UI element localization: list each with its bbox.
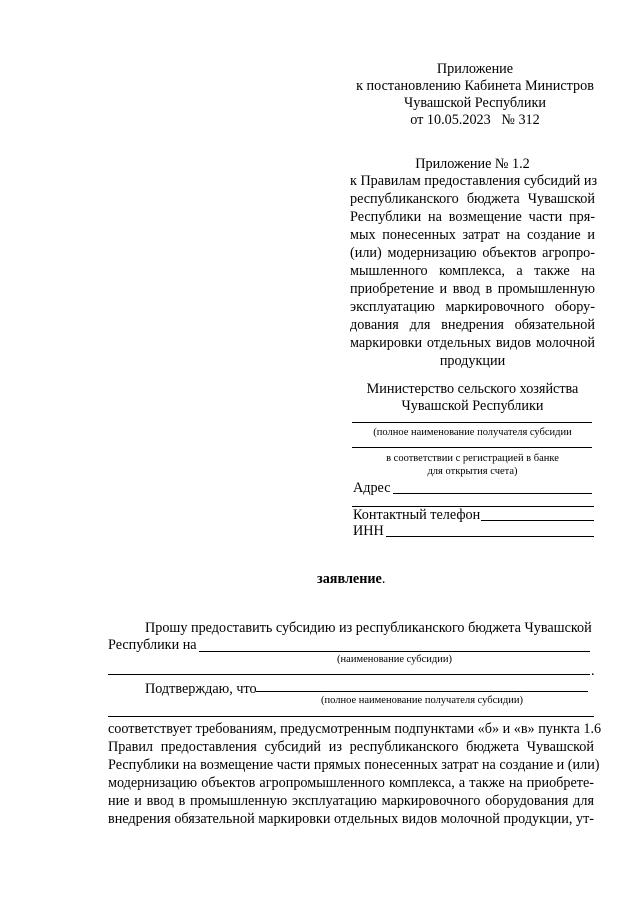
- confirm-recipient-field[interactable]: [256, 691, 588, 692]
- annex-line: эксплуатацию маркировочного обору-: [350, 299, 595, 315]
- paragraph-line: Правил предоставления субсидий из республиканского бюджета Чувашской: [108, 739, 594, 755]
- appendix-header-line3: Чувашской Республики: [404, 95, 546, 111]
- statement-title-word: заявление: [317, 571, 382, 587]
- statement-title-dot: .: [381, 571, 386, 587]
- confirm-recipient-field-2[interactable]: [108, 716, 594, 717]
- paragraph-line: соответствует требованиям, предусмотренным подпунктами «б» и «в» пункта 1.6: [108, 721, 602, 737]
- annex-line: мышленного комплекса, а также на: [350, 263, 595, 279]
- requirements-paragraph: [108, 720, 602, 828]
- annex-line: мых понесенных затрат на создание и: [350, 227, 595, 243]
- address-field[interactable]: [393, 493, 592, 494]
- request-line-1: Прошу предоставить субсидию из республиканского бюджета Чувашской: [145, 620, 592, 636]
- appendix-header-line2: к постановлению Кабинета Министров: [356, 78, 594, 94]
- paragraph-line: ние и ввод в промышленную эксплуатацию маркировочного оборудования для: [108, 793, 594, 809]
- recipient-name-line-2[interactable]: [352, 447, 592, 448]
- inn-field[interactable]: [386, 536, 594, 537]
- ministry-line1: Министерство сельского хозяйства: [366, 381, 579, 397]
- ministry-line2: Чувашской Республики: [401, 398, 544, 414]
- statement-title: [317, 570, 385, 588]
- inn-label: ИНН: [353, 523, 384, 539]
- subsidy-name-field-2[interactable]: [108, 674, 590, 675]
- paragraph-line: внедрения обязательной маркировки отдельных видов молочной продукции, ут-: [108, 811, 594, 827]
- address-label: Адрес: [353, 480, 391, 496]
- recipient-hint-1: (полное наименование получателя субсидии: [373, 427, 572, 438]
- subsidy-hint: (наименование субсидии): [337, 654, 452, 665]
- recipient-hint-2: в соответствии с регистрацией в банке: [386, 453, 559, 464]
- annex-line: маркировки отдельных видов молочной: [350, 335, 595, 351]
- appendix-header-date: от 10.05.2023 № 312: [410, 112, 540, 128]
- recipient-name-line[interactable]: [352, 422, 592, 423]
- phone-label: Контактный телефон: [353, 507, 481, 523]
- annex-last-line: продукции: [439, 353, 506, 369]
- annex-line: к Правилам предоставления субсидий из: [350, 173, 598, 189]
- paragraph-line: модернизацию объектов агропромышленного комплекса, а также на приобрете-: [108, 775, 594, 791]
- confirm-recipient-hint: (полное наименование получателя субсидии): [321, 695, 523, 706]
- paragraph-line: Республики на возмещение части прямых понесенных затрат на создание и (или): [108, 757, 600, 773]
- annex-text: [350, 172, 598, 370]
- phone-field[interactable]: [481, 520, 594, 521]
- annex-line: приобретение и ввод в промышленную: [350, 281, 595, 297]
- annex-line: (или) модернизацию объектов агропро-: [350, 245, 595, 261]
- request-line-2-label: Республики на: [108, 637, 197, 653]
- appendix-header-line1: Приложение: [436, 61, 514, 77]
- subsidy-end-dot: .: [591, 663, 595, 679]
- annex-title: Приложение № 1.2: [415, 156, 530, 172]
- recipient-hint-3: для открытия счета): [427, 466, 518, 477]
- annex-line: Республики на возмещение части пря-: [350, 209, 595, 225]
- annex-line: республиканского бюджета Чувашской: [350, 191, 595, 207]
- subsidy-name-field[interactable]: [199, 651, 590, 652]
- confirm-label: Подтверждаю, что: [145, 681, 257, 697]
- annex-line: дования для внедрения обязательной: [350, 317, 595, 333]
